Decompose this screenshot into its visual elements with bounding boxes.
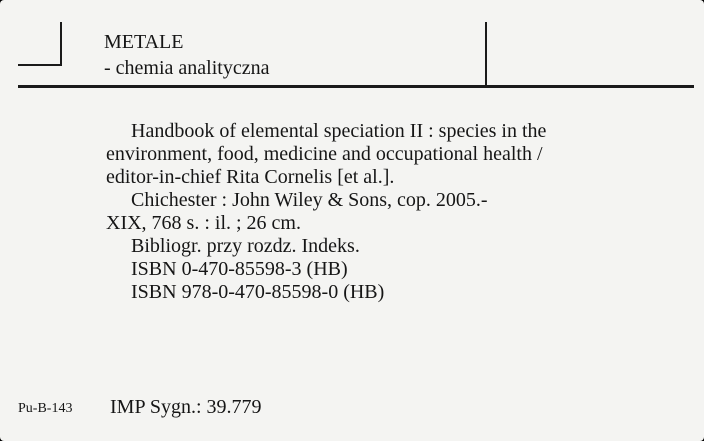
description-line: XIX, 768 s. : il. ; 26 cm. xyxy=(106,212,301,234)
description-line: Bibliogr. przy rozdz. Indeks. xyxy=(131,235,360,257)
subject-heading: METALE xyxy=(104,31,184,53)
corner-mark-vertical xyxy=(60,22,62,66)
description-line: environment, food, medicine and occupational health / xyxy=(106,143,543,165)
corner-mark-horizontal xyxy=(18,64,62,66)
call-number: IMP Sygn.: 39.779 xyxy=(110,396,262,418)
description-line: editor-in-chief Rita Cornelis [et al.]. xyxy=(106,166,395,188)
description-line: Chichester : John Wiley & Sons, cop. 2005.- xyxy=(131,189,488,211)
description-line: Handbook of elemental speciation II : species in the xyxy=(131,120,547,142)
description-line: ISBN 978-0-470-85598-0 (HB) xyxy=(131,281,385,303)
location-code: Pu-B-143 xyxy=(18,401,73,416)
heading-divider xyxy=(485,22,487,86)
description-line: ISBN 0-470-85598-3 (HB) xyxy=(131,258,348,280)
subject-subdivision: - chemia analityczna xyxy=(104,57,270,79)
heading-rule xyxy=(18,85,694,88)
